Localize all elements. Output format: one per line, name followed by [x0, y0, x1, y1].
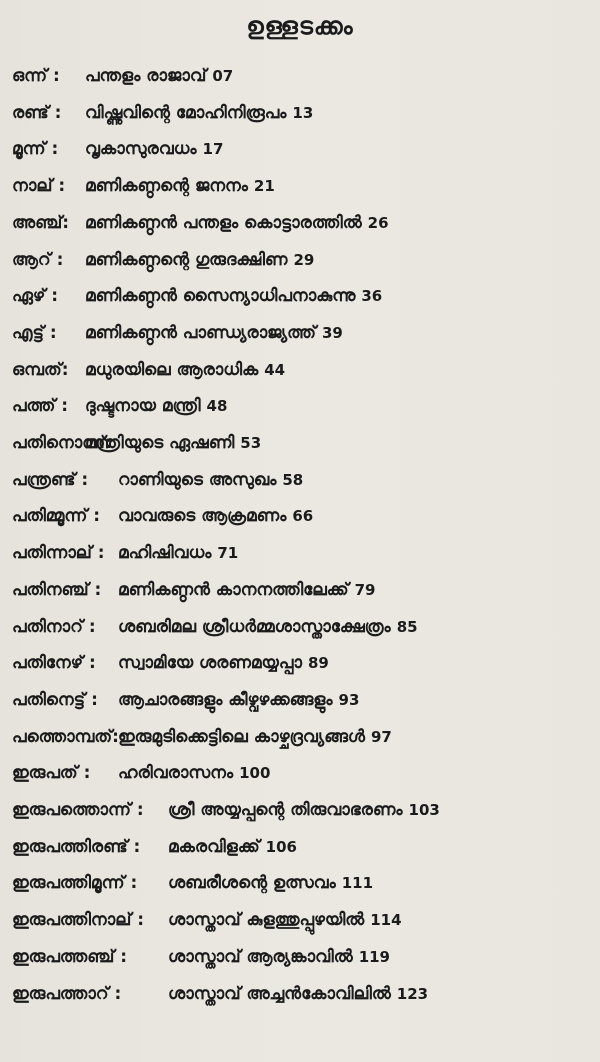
chapter-title: ശബരീശന്റെ ഉത്സവം [168, 873, 336, 894]
toc-entry [168, 947, 390, 967]
chapter-number: ഒന്ന് : [12, 66, 60, 86]
chapter-title: വിഷ്ണുവിന്റെ മോഹിനിരൂപം [85, 102, 287, 123]
page-title: ഉള്ളടക്കം [246, 12, 354, 40]
toc-row [0, 506, 600, 540]
toc-row [0, 653, 600, 687]
page-number: 29 [293, 250, 315, 269]
chapter-title: റാണിയുടെ അസുഖം [118, 469, 277, 490]
chapter-title: മധുരയിലെ ആരാധിക [85, 359, 259, 380]
chapter-title: ശാസ്താവ് കുളത്തുപ്പുഴയിൽ [168, 910, 365, 931]
page-number: 100 [239, 764, 271, 783]
chapter-number: ഇരുപത്തൊന്ന് : [12, 800, 144, 820]
chapter-number: മൂന്ന് : [12, 139, 59, 160]
chapter-number: പതിനെട്ട് : [12, 689, 98, 710]
chapter-title: മഹിഷിവധം [118, 543, 212, 564]
toc-row [0, 250, 600, 284]
page-number: 26 [367, 213, 389, 232]
toc-entry [118, 470, 303, 490]
toc-row [0, 580, 600, 614]
chapter-title: ഹരിവരാസനം [118, 763, 234, 784]
page-number: 97 [370, 727, 392, 746]
page-number: 17 [202, 140, 224, 159]
page-number: 119 [358, 947, 390, 966]
toc-row [0, 873, 600, 907]
page-number: 103 [408, 801, 440, 819]
chapter-number: ഇരുപത്തിരണ്ട് : [12, 836, 141, 857]
toc-entry [168, 873, 373, 893]
chapter-number: പത്തൊമ്പത്: [12, 726, 119, 747]
toc-row [0, 543, 600, 577]
chapter-number: പത്ത് : [12, 396, 69, 417]
toc-row [0, 837, 600, 871]
chapter-title: മണികണ്ഠന്റെ ഗുരുദക്ഷിണ [85, 249, 288, 270]
toc-row [0, 103, 600, 137]
chapter-title: മണികണ്ഠൻ പാണ്ഡ്യരാജ്യത്ത് [85, 322, 316, 343]
toc-entry [118, 543, 238, 563]
toc-row [0, 984, 600, 1018]
chapter-title: ശ്രീ അയ്യപ്പന്റെ തിരുവാഭരണം [168, 800, 403, 820]
chapter-title: ഇരുമുടിക്കെട്ടിലെ കാഴ്ചദ്രവ്യങ്ങൾ [118, 726, 365, 747]
chapter-number: നാല് : [12, 176, 66, 197]
toc-row [0, 617, 600, 651]
chapter-title: ശാസ്താവ് ആര്യങ്കാവിൽ [168, 946, 353, 967]
chapter-number: പതിമ്മൂന്ന് : [12, 506, 101, 527]
chapter-number: ഇരുപത് : [12, 763, 91, 784]
toc-entry [168, 800, 440, 820]
chapter-title: സ്വാമിയേ ശരണമയ്യപ്പാ [118, 653, 302, 674]
chapter-number: പന്ത്രണ്ട് : [12, 469, 89, 490]
toc-entry [85, 433, 261, 453]
chapter-number: പതിനൊന്ന്: [12, 433, 113, 453]
page-number: 89 [308, 654, 329, 673]
page-number: 71 [217, 544, 239, 563]
page-number: 79 [354, 580, 376, 599]
toc-entry [118, 506, 313, 526]
toc-entry [85, 250, 314, 270]
page-number: 13 [292, 103, 314, 122]
chapter-title: വൃകാസുരവധം [85, 139, 197, 160]
toc-entry [85, 66, 233, 86]
toc-row [0, 360, 600, 394]
toc-row [0, 213, 600, 247]
chapter-title: മന്ത്രിയുടെ ഏഷണി [85, 433, 235, 453]
page-number: 07 [212, 67, 234, 85]
chapter-title: ദുഷ്ടനായ മന്ത്രി [85, 396, 201, 417]
toc-row [0, 763, 600, 797]
toc-row [0, 286, 600, 320]
chapter-number: ഇരുപത്തിമൂന്ന് : [12, 873, 138, 894]
toc-entry [85, 176, 275, 196]
chapter-number: ഒമ്പത്: [12, 359, 69, 380]
chapter-title: പന്തളം രാജാവ് [85, 66, 207, 86]
chapter-title: മകരവിളക്ക് [168, 836, 260, 857]
chapter-title: ശബരിമല ശ്രീധർമ്മശാസ്താക്ഷേത്രം [118, 616, 391, 637]
page-number: 39 [322, 323, 343, 342]
toc-row [0, 139, 600, 173]
chapter-number: ഇരുപത്താറ് : [12, 983, 122, 1004]
toc-entry [85, 323, 343, 343]
chapter-number: പതിനഞ്ച് : [12, 579, 102, 600]
toc-row [0, 947, 600, 981]
toc-entry [118, 653, 329, 673]
chapter-title: വാവരുടെ ആക്രമണം [118, 506, 287, 527]
toc-entry [118, 690, 359, 710]
toc-row [0, 323, 600, 357]
toc-entry [85, 360, 285, 380]
toc-row [0, 176, 600, 210]
toc-entry [118, 763, 270, 783]
toc-entry [85, 396, 227, 416]
page-number: 58 [282, 470, 304, 489]
chapter-number: പതിനാറ് : [12, 616, 96, 637]
page-number: 111 [341, 874, 374, 893]
page-number: 114 [370, 911, 402, 930]
toc-entry [85, 213, 389, 233]
page-number: 123 [396, 984, 429, 1003]
chapter-title: മണികണ്ഠൻ സൈന്യാധിപനാകുന്നു [85, 286, 356, 307]
toc-row [0, 690, 600, 724]
toc-entry [168, 910, 402, 930]
toc-row [0, 396, 600, 430]
toc-row [0, 910, 600, 944]
page-number: 53 [240, 434, 262, 452]
toc-entry [85, 286, 382, 306]
toc-entry [168, 984, 428, 1004]
toc-entry [118, 617, 418, 637]
chapter-number: ആറ് : [12, 249, 64, 270]
toc-row [0, 66, 600, 100]
chapter-number: ഇരുപത്തിനാല് : [12, 910, 145, 931]
chapter-title: ശാസ്താവ് അച്ചൻകോവിലിൽ [168, 983, 391, 1004]
page-number: 66 [292, 507, 314, 526]
toc-entry [85, 103, 313, 123]
page-number: 93 [338, 690, 360, 709]
page-number: 21 [253, 177, 275, 196]
chapter-title: മണികണ്ഠൻ കാനനത്തിലേക്ക് [118, 579, 349, 600]
chapter-number: എട്ട് : [12, 322, 57, 343]
toc-row [0, 433, 600, 467]
chapter-number: ഇരുപത്തഞ്ച് : [12, 946, 128, 967]
toc-entry [118, 580, 375, 600]
chapter-number: ഏഴ് : [12, 286, 59, 307]
chapter-title: ആചാരങ്ങളും കീഴ്വഴക്കങ്ങളും [118, 689, 333, 710]
chapter-title: മണികണ്ഠന്റെ ജനനം [85, 176, 248, 197]
chapter-number: രണ്ട് : [12, 102, 62, 123]
toc-row [0, 800, 600, 834]
toc-entry [118, 727, 392, 747]
chapter-number: പതിനേഴ് : [12, 653, 96, 674]
page-number: 85 [396, 617, 418, 636]
page-number: 48 [206, 397, 228, 416]
toc-row [0, 470, 600, 504]
page-number: 36 [361, 287, 383, 306]
page-number: 44 [264, 360, 286, 379]
toc-entry [85, 139, 223, 159]
page-number: 106 [265, 837, 297, 856]
chapter-title: മണികണ്ഠൻ പന്തളം കൊട്ടാരത്തിൽ [85, 212, 362, 233]
toc-entry [168, 837, 297, 857]
chapter-number: അഞ്ച്: [12, 212, 69, 233]
toc-row [0, 727, 600, 761]
chapter-number: പതിന്നാല് : [12, 543, 105, 564]
